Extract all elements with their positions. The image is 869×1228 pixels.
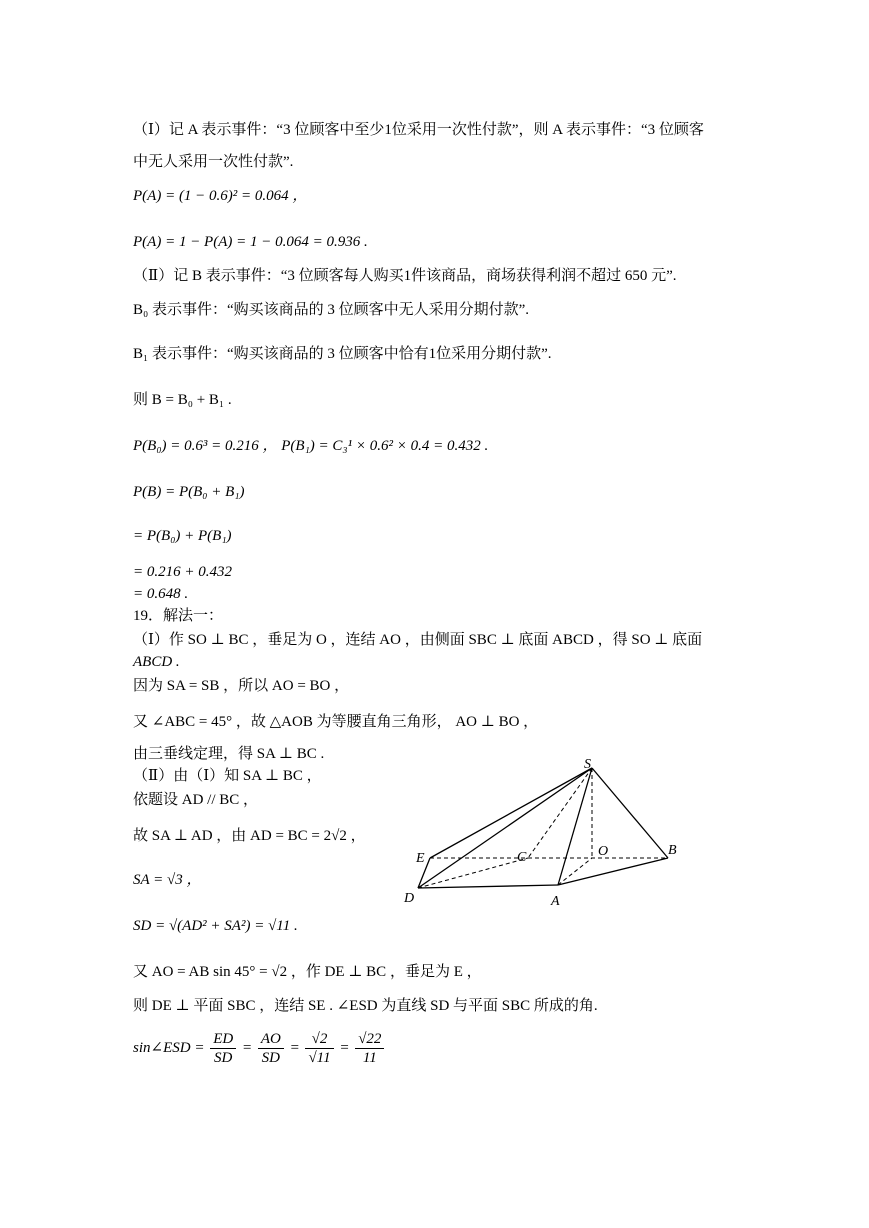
fraction-denominator: 11: [362, 1050, 377, 1066]
pyramid-figure: [400, 750, 700, 910]
edge-sd: [418, 768, 592, 888]
fraction-denominator: SD: [214, 1050, 233, 1066]
text-line: 故 SA ⊥ AD ，由 AD = BC = 2√2 ，: [133, 828, 366, 844]
fraction-numerator: ED: [210, 1030, 236, 1049]
fraction-denominator: √11: [308, 1050, 331, 1066]
label-e: E: [416, 851, 425, 866]
edge-da: [418, 885, 558, 888]
text-line: 由三垂线定理，得 SA ⊥ BC .: [133, 746, 325, 762]
text-line: 又 ∠ABC = 45° ，故 △AOB 为等腰直角三角形， AO ⊥ BO ，: [133, 714, 539, 730]
section-heading: 19．解法一：: [133, 608, 224, 624]
label-s: S: [584, 757, 591, 772]
edge-se: [430, 768, 592, 858]
text-line: 依题设 AD // BC ，: [133, 792, 259, 808]
label-d: D: [404, 891, 415, 906]
text-line: （Ⅰ）作 SO ⊥ BC ，垂足为 O ，连结 AO ，由侧面 SBC ⊥ 底面 ABCD ，得 SO ⊥ 底面: [133, 632, 703, 648]
text-line: （Ⅰ）记 A 表示事件：“3 位顾客中至少1位采用一次性付款”，则 A 表示事件：“3 位顾客: [133, 122, 704, 138]
edge-dc-dashed: [418, 858, 528, 888]
text-line: B₀ 表示事件：“购买该商品的 3 位顾客中无人采用分期付款”.: [133, 302, 530, 318]
fraction: [305, 1030, 333, 1067]
formula-line: P(B₀) = 0.6³ = 0.216 ， P(B₁) = C₃¹ × 0.6² × 0.4 = 0.432 .: [133, 438, 489, 454]
label-a: A: [551, 894, 560, 909]
fraction-numerator: AO: [258, 1030, 284, 1049]
label-o: O: [598, 844, 609, 859]
formula-line: = 0.648 .: [133, 586, 189, 602]
formula-line: P(A) = (1 − 0.6)² = 0.064 ，: [133, 188, 308, 204]
formula-line: = P(B₀) + P(B₁): [133, 528, 232, 544]
edge-sa: [558, 768, 592, 885]
edge-sc-dashed: [528, 768, 592, 858]
fraction: [210, 1030, 236, 1067]
formula-prefix: sin∠ESD =: [133, 1039, 205, 1056]
fraction-numerator: √2: [305, 1030, 333, 1049]
text-line: 因为 SA = SB ，所以 AO = BO ，: [133, 678, 350, 694]
text-line: 则 B = B₀ + B₁ .: [133, 392, 232, 408]
text-line: B₁ 表示事件：“购买该商品的 3 位顾客中恰有1位采用分期付款”.: [133, 346, 552, 362]
text-line: （Ⅱ）由（Ⅰ）知 SA ⊥ BC ，: [133, 768, 322, 784]
formula-line: P(A) = 1 − P(A) = 1 − 0.064 = 0.936 .: [133, 234, 368, 250]
label-b: B: [668, 843, 677, 858]
text-line: 则 DE ⊥ 平面 SBC ，连结 SE . ∠ESD 为直线 SD 与平面 SBC 所成的角.: [133, 998, 598, 1014]
text-line: 中无人采用一次性付款”.: [133, 154, 294, 170]
text-line: 又 AO = AB sin 45° = √2 ，作 DE ⊥ BC ，垂足为 E ，: [133, 964, 482, 980]
text-line: （Ⅱ）记 B 表示事件：“3 位顾客每人购买1件该商品，商场获得利润不超过 650 元”.: [133, 268, 677, 284]
fraction-numerator: √22: [355, 1030, 384, 1049]
formula-line: SD = √(AD² + SA²) = √11 .: [133, 918, 298, 934]
formula-line: = 0.216 + 0.432: [133, 564, 232, 580]
fraction: [355, 1030, 384, 1067]
fraction: [258, 1030, 284, 1067]
final-formula: sin∠ESD = $\frac{ED}{SD}$ = $\frac{AO}{SD}$ = $\frac{√2}{√11}$ = $\frac{√22}{11}$: [133, 1030, 386, 1067]
text-line: ABCD .: [133, 654, 180, 670]
formula-line: SA = √3 ，: [133, 872, 202, 888]
formula-line: P(B) = P(B₀ + B₁): [133, 484, 245, 500]
fraction-denominator: SD: [261, 1050, 280, 1066]
label-c: C: [517, 850, 527, 865]
